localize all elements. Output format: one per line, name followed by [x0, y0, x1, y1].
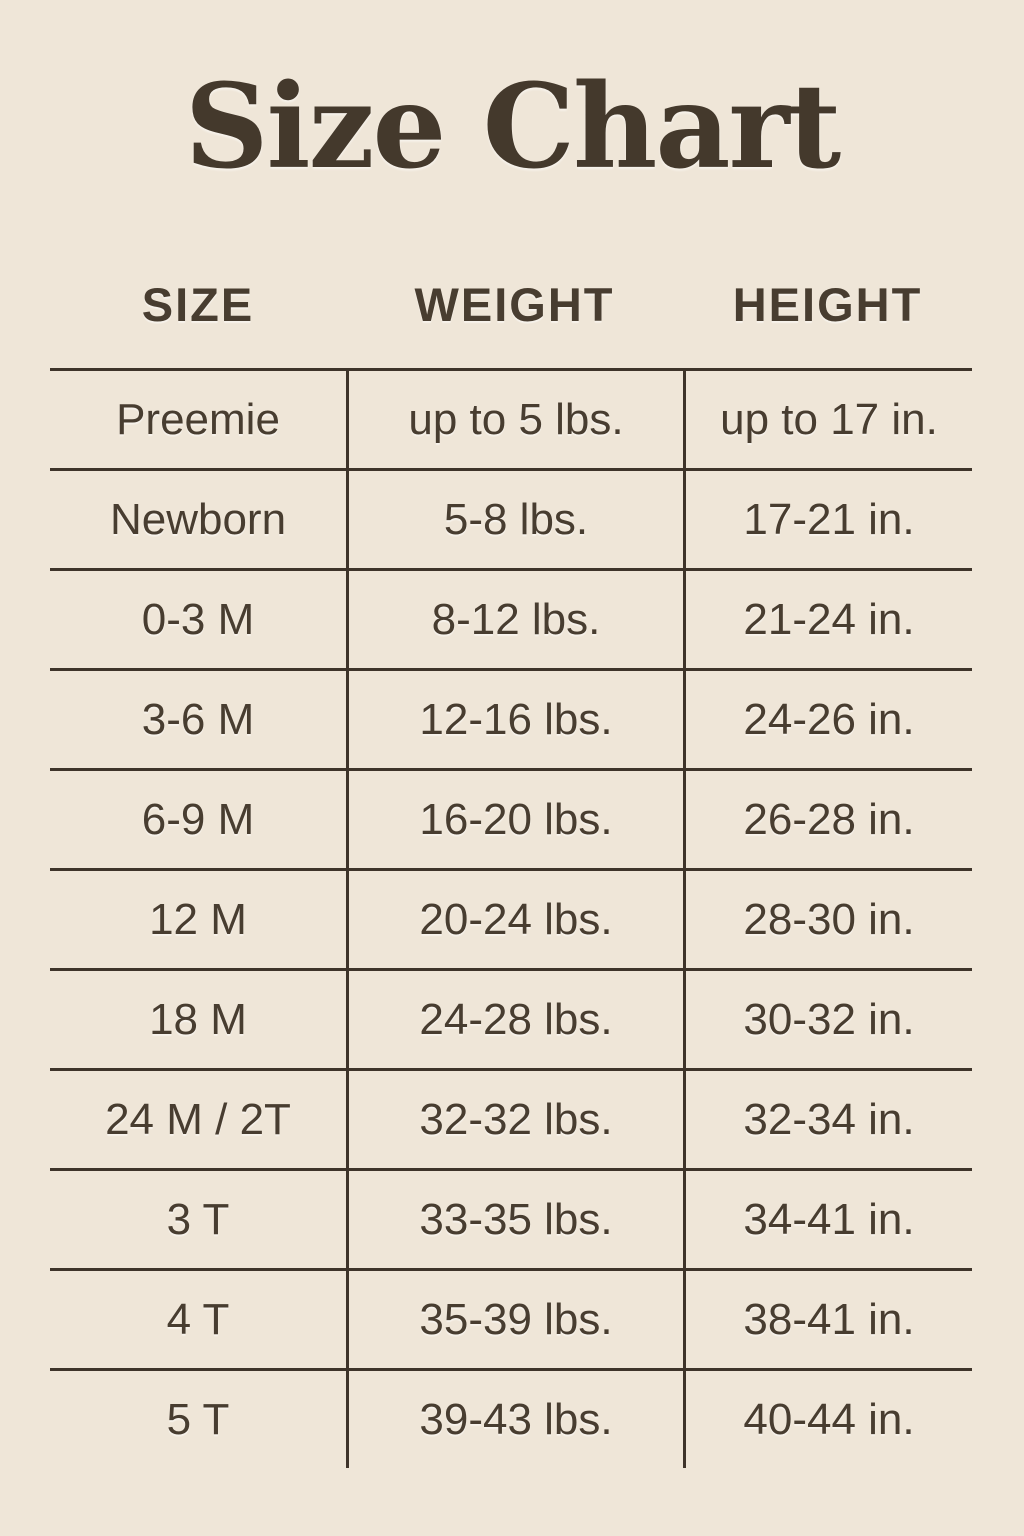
table-row — [50, 468, 972, 568]
page-title: Size Chart — [184, 59, 840, 195]
weight-cell: 5-8 lbs. — [346, 471, 683, 568]
table-header-row — [50, 240, 972, 368]
size-cell: 6-9 M — [141, 794, 255, 844]
size-chart-table — [50, 240, 972, 1468]
size-cell: 24 M / 2T — [105, 1094, 291, 1144]
table-row — [50, 368, 972, 468]
table-row — [50, 1168, 972, 1268]
height-cell: 28-30 in. — [683, 871, 972, 968]
weight-cell: 32-32 lbs. — [346, 1071, 683, 1168]
column-header-size: SIZE — [141, 277, 255, 331]
table-body — [50, 368, 972, 1468]
weight-cell: 35-39 lbs. — [346, 1271, 683, 1368]
table-row — [50, 668, 972, 768]
table-row — [50, 868, 972, 968]
column-header-height: HEIGHT — [732, 277, 923, 331]
height-cell: up to 17 in. — [683, 371, 972, 468]
weight-cell: 33-35 lbs. — [346, 1171, 683, 1268]
weight-cell: 39-43 lbs. — [346, 1371, 683, 1468]
size-cell: Newborn — [109, 494, 287, 544]
weight-cell: 24-28 lbs. — [346, 971, 683, 1068]
size-cell: 0-3 M — [141, 594, 255, 644]
table-row — [50, 1068, 972, 1168]
table-row — [50, 1268, 972, 1368]
size-cell: 12 M — [149, 894, 247, 944]
height-cell: 34-41 in. — [683, 1171, 972, 1268]
weight-cell: 8-12 lbs. — [346, 571, 683, 668]
size-cell: 4 T — [166, 1294, 230, 1344]
table-row — [50, 768, 972, 868]
weight-cell: 20-24 lbs. — [346, 871, 683, 968]
height-cell: 26-28 in. — [683, 771, 972, 868]
size-cell: 3-6 M — [141, 694, 255, 744]
table-row — [50, 568, 972, 668]
table-row — [50, 968, 972, 1068]
size-cell: 3 T — [166, 1194, 230, 1244]
height-cell: 40-44 in. — [683, 1371, 972, 1468]
weight-cell: up to 5 lbs. — [346, 371, 683, 468]
column-header-weight: WEIGHT — [414, 277, 615, 331]
size-cell: 5 T — [166, 1394, 230, 1444]
size-cell: Preemie — [116, 394, 280, 444]
height-cell: 17-21 in. — [683, 471, 972, 568]
height-cell: 32-34 in. — [683, 1071, 972, 1168]
weight-cell: 16-20 lbs. — [346, 771, 683, 868]
height-cell: 21-24 in. — [683, 571, 972, 668]
size-cell: 18 M — [149, 994, 247, 1044]
height-cell: 24-26 in. — [683, 671, 972, 768]
height-cell: 38-41 in. — [683, 1271, 972, 1368]
weight-cell: 12-16 lbs. — [346, 671, 683, 768]
table-row — [50, 1368, 972, 1468]
height-cell: 30-32 in. — [683, 971, 972, 1068]
